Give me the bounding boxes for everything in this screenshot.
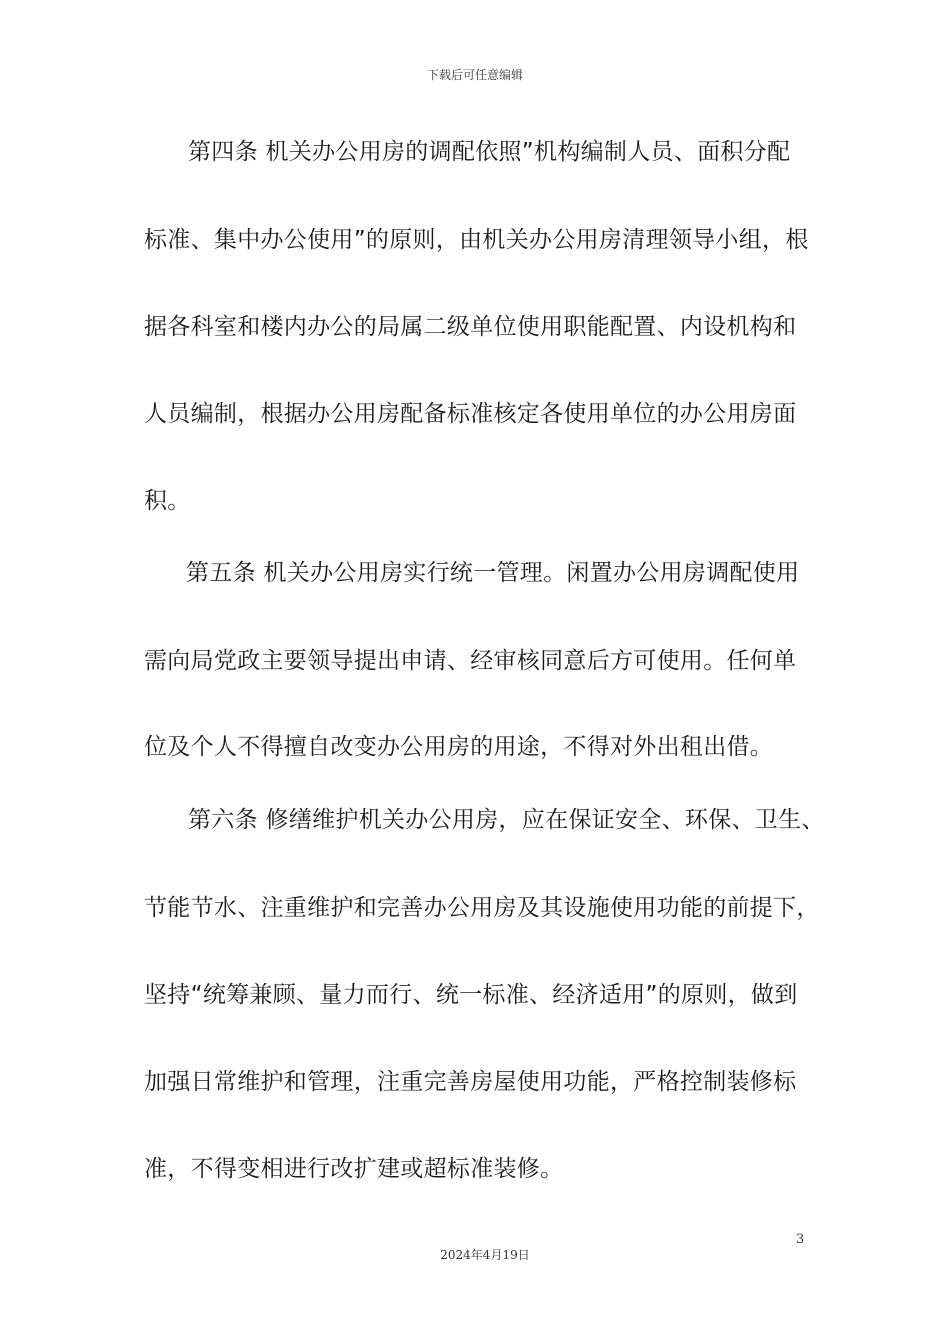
paragraph-line: 人员编制，根据办公用房配备标准核定各使用单位的办公用房面 bbox=[144, 401, 797, 427]
paragraph-line: 标准、集中办公使用”的原则，由机关办公用房清理领导小组，根 bbox=[144, 227, 809, 253]
paragraph-line: 第六条 修缮维护机关办公用房，应在保证安全、环保、卫生、 bbox=[188, 807, 825, 833]
page-number: 3 bbox=[796, 1232, 805, 1247]
paragraph-line: 据各科室和楼内办公的局属二级单位使用职能配置、内设机构和 bbox=[144, 314, 797, 340]
paragraph-line: 需向局党政主要领导提出申请、经审核同意后方可使用。任何单 bbox=[144, 648, 797, 674]
paragraph-line: 坚持“统筹兼顾、量力而行、统一标准、经济适用”的原则，做到 bbox=[144, 982, 798, 1008]
paragraph-line: 位及个人不得擅自改变办公用房的用途，不得对外出租出借。 bbox=[144, 734, 774, 760]
paragraph-line: 准，不得变相进行改扩建或超标准装修。 bbox=[144, 1156, 564, 1182]
paragraph-line: 第四条 机关办公用房的调配依照”机构编制人员、面积分配 bbox=[188, 139, 791, 165]
page-footer-date: 2024年4月19日 bbox=[440, 1248, 530, 1262]
paragraph-line: 节能节水、注重维护和完善办公用房及其设施使用功能的前提下， bbox=[144, 895, 820, 921]
page-header: 下载后可任意编辑 bbox=[426, 68, 523, 82]
paragraph-line: 加强日常维护和管理，注重完善房屋使用功能，严格控制装修标 bbox=[144, 1069, 797, 1095]
paragraph-line: 第五条 机关办公用房实行统一管理。闲置办公用房调配使用 bbox=[186, 560, 800, 586]
paragraph-line: 积。 bbox=[144, 488, 191, 514]
